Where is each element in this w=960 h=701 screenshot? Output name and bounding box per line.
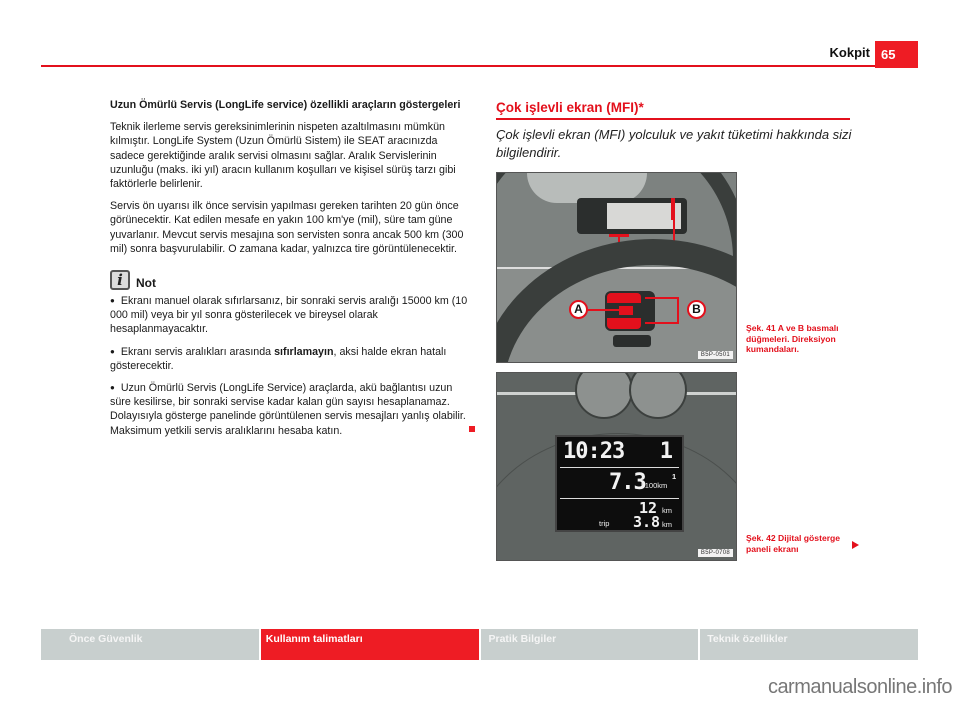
lcd-separator xyxy=(560,498,679,499)
consumption-unit: l/100km xyxy=(641,481,668,490)
tab-pratik-bilgiler[interactable] xyxy=(481,629,699,660)
note-bullet-text: Ekranı manuel olarak sıfırlarsanız, bir sonraki servis aralığı 15000 km (10 000 mil) veya bir yıl sonra gösterilecek ve bireysel olarak hesaplanmayacaktır. xyxy=(110,295,468,336)
callout-a: A xyxy=(569,300,588,319)
figure-steering-controls xyxy=(496,172,737,363)
range-value: 12 xyxy=(639,499,658,517)
tab-label: Önce Güvenlik xyxy=(69,633,143,645)
figure-code: B5P-0708 xyxy=(698,549,733,557)
note-bullet-text: Uzun Ömürlü Servis (LongLife Service) araçlarda, akü bağlantısı uzun süre kesilirse, bir sonraki servise kadar kalan gün sayısı hesaplanamaz. Dolayısıyla gösterge panelinde görüntülenen servis mesajları yanlış olabilir. Maksimum yetkili servis aralıklarını hesaba katın. xyxy=(110,382,466,437)
consumption-value: 7.3 xyxy=(609,470,646,495)
callout-line xyxy=(587,309,619,311)
info-icon: i xyxy=(110,270,130,290)
end-of-section-marker xyxy=(469,426,475,432)
figure-caption: Şek. 41 A ve B basmalı düğmeleri. Direksiyon kumandaları. xyxy=(746,323,839,354)
tab-label: Kullanım talimatları xyxy=(265,633,363,645)
callout-b: B xyxy=(687,300,706,319)
wheel-buttons-view xyxy=(497,269,736,363)
note-heading xyxy=(110,270,468,290)
button-b-marker xyxy=(671,198,675,220)
mfi-lead: Çok işlevli ekran (MFI) yolculuk ve yakıt tüketimi hakkında sizi bilgilendirir. xyxy=(496,127,852,160)
note-label: Not xyxy=(136,276,156,291)
watermark: carmanualsonline.info xyxy=(767,676,952,698)
note-bullet xyxy=(110,345,468,373)
note-bullet-text: , aksi halde ekran hatalı gösterecektir. xyxy=(110,345,447,372)
tab-teknik-ozellikler[interactable] xyxy=(700,629,918,660)
continue-arrow-icon xyxy=(852,541,859,549)
note-bullet-emphasis: sıfırlamayın xyxy=(274,345,334,358)
paragraph: Teknik ilerleme servis gereksinimlerinin nispeten azaltılmasını mümkün kılmıştır. LongLife System (Uzun Ömürlü Sistem) ile SEAT aracınızda sadece gerektiğinde aralık servisi olmasını sağlar. Aralık Servislerinin uzunluğu (maks. iki yıl) aracın kullanım koşulları ve kişisel sürüş tarzı gibi faktörlerle belirlenir. xyxy=(110,121,456,191)
up-button xyxy=(607,293,641,303)
clock: 10:23 xyxy=(563,439,625,464)
lower-button xyxy=(613,335,651,347)
tab-once-guvenlik[interactable] xyxy=(41,629,259,660)
section-title: Kokpit xyxy=(829,45,870,60)
down-button xyxy=(607,318,641,329)
mfi-heading: Çok işlevli ekran (MFI)* xyxy=(496,100,644,115)
figure-digital-display xyxy=(496,372,737,561)
tab-kullanim-talimatlari[interactable] xyxy=(261,629,479,660)
stalk-panel xyxy=(607,203,681,229)
trip-label: trip xyxy=(599,519,610,528)
range-unit: km xyxy=(662,506,672,515)
callout-line xyxy=(645,297,679,299)
footer-tabs xyxy=(41,629,918,660)
callout-a: A xyxy=(609,245,628,264)
left-gauge-hub xyxy=(575,372,633,419)
gear-indicator: 1 xyxy=(659,439,672,464)
paragraph: Servis ön uyarısı ilk önce servisin yapılması gereken tarihten 20 gün önce görünecektir. Kat edilen mesafe en yakın 100 km'ye (mil), süre tam güne yuvarlanır. Mevcut servis mesajına son servisten sonra ancak 500 km (300 mil) sonra başvurulabilir. O zamana kadar, yalnızca tire görüntülenecektir. xyxy=(110,200,464,255)
callout-line xyxy=(677,297,679,324)
left-column xyxy=(110,98,468,446)
lcd-separator xyxy=(560,467,679,468)
callout-b: B xyxy=(664,245,683,264)
lcd-display xyxy=(555,435,684,532)
page-number: 65 xyxy=(875,41,918,68)
tab-label: Pratik Bilgiler xyxy=(488,633,557,645)
consumption-index: 1 xyxy=(672,472,677,481)
note-bullet xyxy=(110,294,468,337)
trip-unit: km xyxy=(662,520,672,529)
note-bullet-text: Ekranı servis aralıkları arasında xyxy=(120,345,275,358)
tab-label: Teknik özellikler xyxy=(707,633,788,645)
heading-rule xyxy=(496,118,850,120)
header-rule xyxy=(41,65,875,67)
trip-value: 3.8 xyxy=(633,513,661,531)
figure-caption: Şek. 42 Dijital gösterge paneli ekranı xyxy=(746,533,841,554)
figure-code: B5P-0501 xyxy=(698,351,733,359)
note-bullet xyxy=(110,381,468,438)
callout-line xyxy=(645,322,679,324)
ok-button xyxy=(619,306,633,315)
left-gauge-needle xyxy=(497,392,577,395)
right-gauge-hub xyxy=(629,372,687,419)
section-heading: Uzun Ömürlü Servis (LongLife service) özellikli araçların göstergeleri xyxy=(110,99,461,111)
